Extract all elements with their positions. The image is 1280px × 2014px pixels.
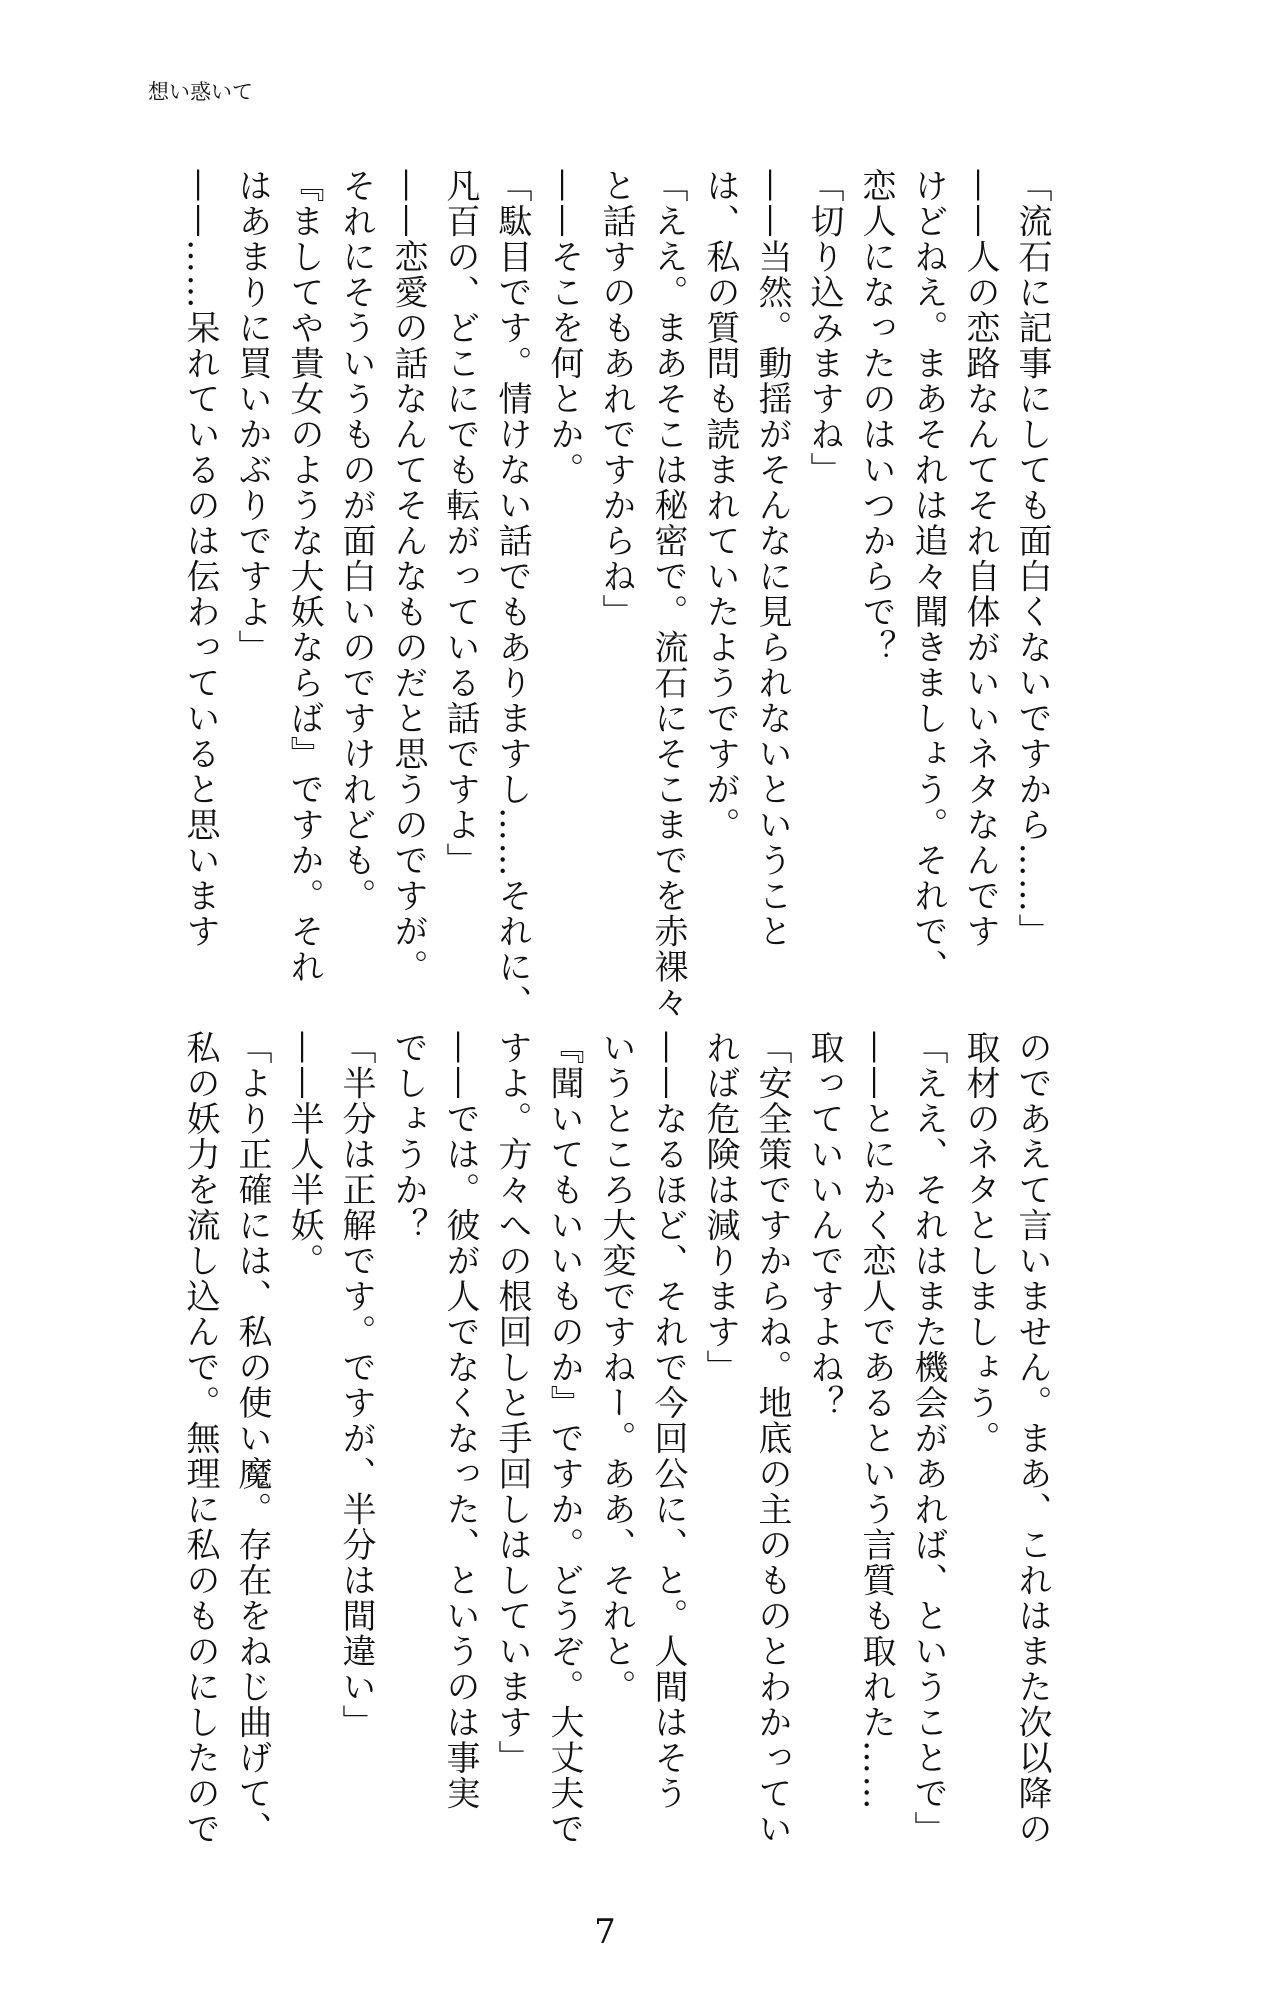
text-column: 恋人になったのはいつからで？ bbox=[856, 168, 896, 665]
text-column: でしょうか？ bbox=[388, 1030, 428, 1243]
text-column: 「ええ、それはまた機会があれば、ということで」 bbox=[908, 1030, 948, 1847]
text-column: 取材のネタとしましょう。 bbox=[960, 1030, 1000, 1456]
text-block-upper bbox=[174, 168, 1058, 1020]
text-column: それにそういうものが面白いのですけれども。 bbox=[336, 168, 376, 914]
text-column: ——人の恋路なんてそれ自体がいいネタなんです bbox=[960, 168, 1000, 949]
text-column: 凡百の、どこにでも転がっている話ですよ」 bbox=[440, 168, 480, 878]
running-header: 想い惑いて bbox=[148, 80, 253, 104]
text-column: 「より正確には、私の使い魔。存在をねじ曲げて、 bbox=[232, 1030, 272, 1847]
text-column: れば危険は減ります」 bbox=[700, 1030, 740, 1385]
text-column: 『聞いてもいいものか』ですか。どうぞ。大丈夫で bbox=[544, 1030, 584, 1847]
page-number: 7 bbox=[594, 1912, 616, 1952]
text-column: は、私の質問も読まれていたようですが。 bbox=[700, 168, 740, 843]
text-column: ——とにかく恋人であるという言質も取れた…… bbox=[856, 1030, 896, 1811]
text-column: ——……呆れているのは伝わっていると思います bbox=[180, 168, 220, 949]
text-column: 私の妖力を流し込んで。無理に私のものにしたので bbox=[180, 1030, 220, 1847]
text-column: 「半分は正解です。ですが、半分は間違い」 bbox=[336, 1030, 376, 1740]
text-column: ——そこを何とか。 bbox=[544, 168, 584, 488]
text-block-lower bbox=[174, 1030, 1058, 1870]
text-column: ——では。彼が人でなくなった、というのは事実 bbox=[440, 1030, 480, 1811]
text-column: のであえて言いません。まあ、これはまた次以降の bbox=[1012, 1030, 1052, 1847]
text-column: ——当然。動揺がそんなに見られないということ bbox=[752, 168, 792, 949]
text-column: ——半人半妖。 bbox=[284, 1030, 324, 1279]
text-column: すよ。方々への根回しと手回しはしています」 bbox=[492, 1030, 532, 1776]
text-column: はあまりに買いかぶりですよ」 bbox=[232, 168, 272, 665]
text-column: いうところ大変ですねー。ああ、それと。 bbox=[596, 1030, 636, 1705]
text-column: ——なるほど、それで今回公に、と。人間はそう bbox=[648, 1030, 688, 1811]
text-column: 「安全策ですからね。地底の主のものとわかってい bbox=[752, 1030, 792, 1847]
text-column: 「流石に記事にしても面白くないですから……」 bbox=[1012, 168, 1052, 949]
text-column: 「切り込みますね」 bbox=[804, 168, 844, 488]
text-column: 「ええ。まあそこは秘密で。流石にそこまでを赤裸々 bbox=[648, 168, 688, 1020]
text-column: 「駄目です。情けない話でもありますし……それに、 bbox=[492, 168, 532, 1020]
text-column: と話すのもあれですからね」 bbox=[596, 168, 636, 630]
text-column: けどねえ。まあそれは追々聞きましょう。それで、 bbox=[908, 168, 948, 985]
text-column: 取っていいんですよね？ bbox=[804, 1030, 844, 1421]
text-column: ——恋愛の話なんてそんなものだと思うのですが。 bbox=[388, 168, 428, 985]
text-column: 『ましてや貴女のような大妖ならば』ですか。それ bbox=[284, 168, 324, 985]
